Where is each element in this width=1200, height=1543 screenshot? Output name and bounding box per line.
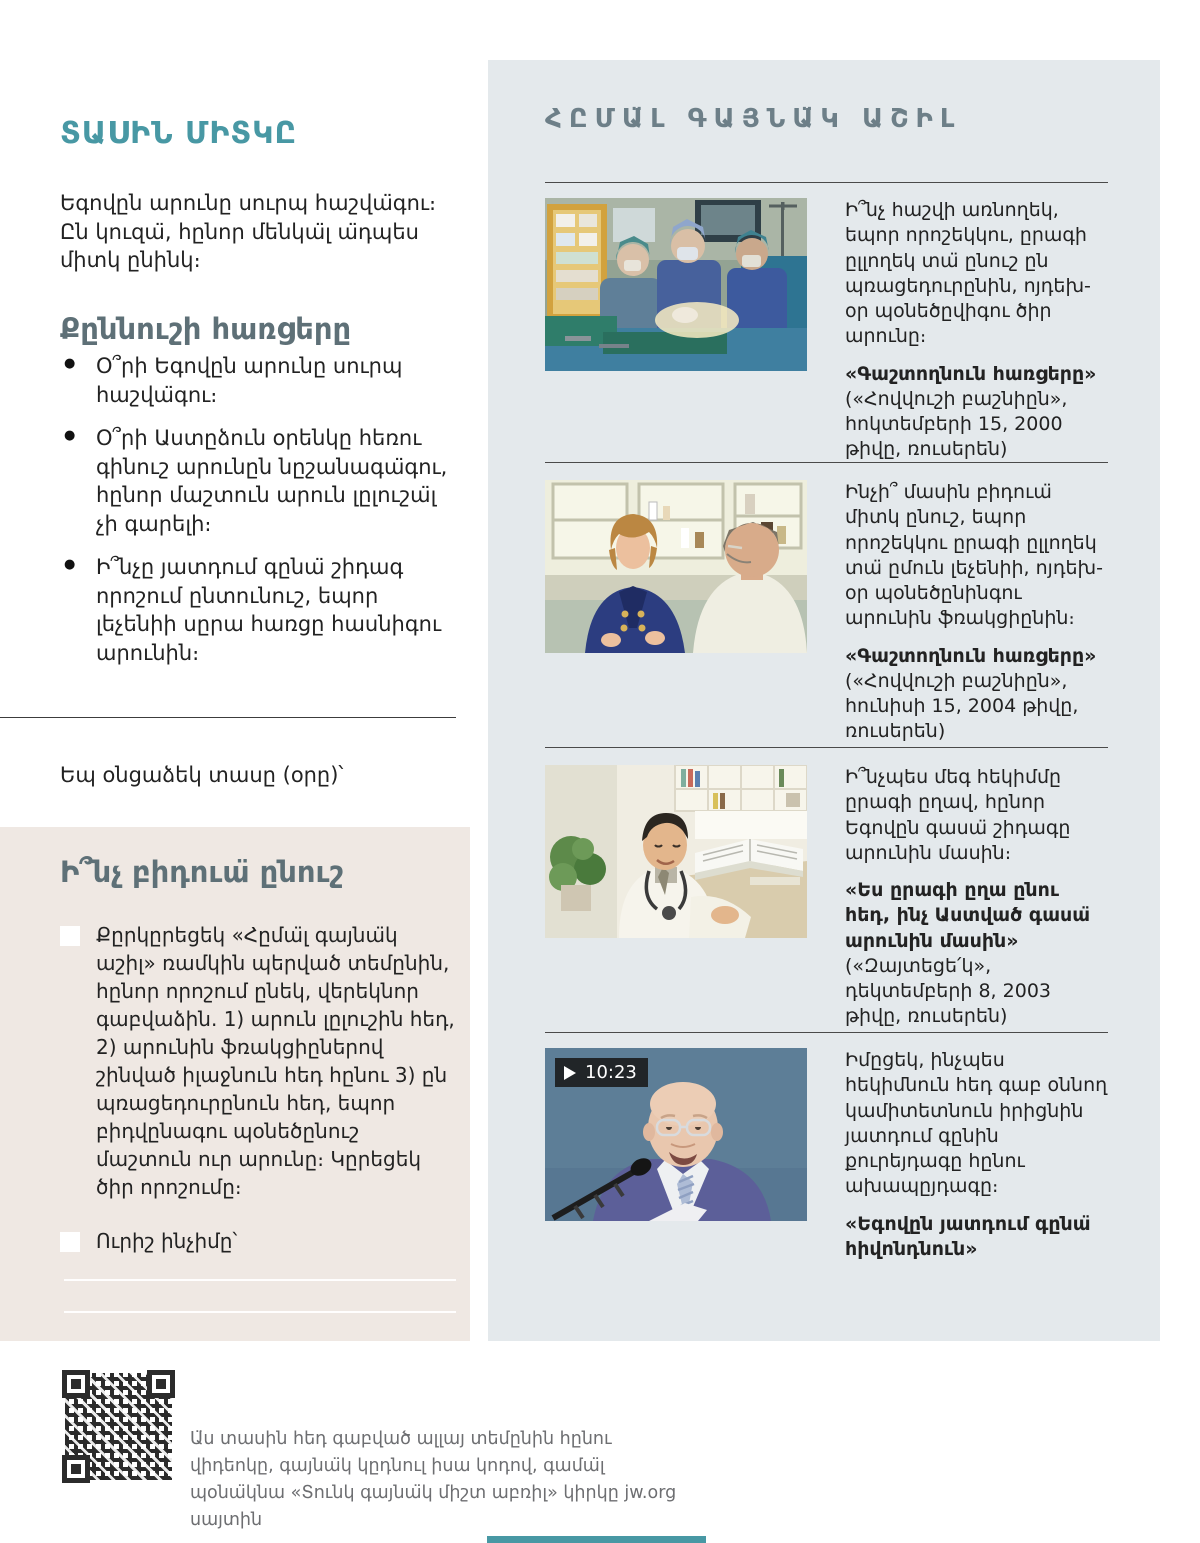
question-item: ● Օ՞րի Եգովըն արունը սուրպ հաշվա̈գու։ (60, 352, 460, 409)
section-paragraph: Ինչի՞ մասին բիդուա̈ միտկ ընուշ, եպոր որոշեկկու ըրագի ըլլողեկ տա̈ ըմուն լեչենիի, ոյդեխ-օր պօնեծընինգու արունին ֆռակցիընին։ (845, 481, 1103, 630)
section-text (845, 765, 1110, 1042)
intro-paragraph: Եգովըն արունը սուրպ հաշվա̈գու։ Ըն կուզա̈, հընոր մենկա̈լ ա̈դպես միտկ ընինկ։ (60, 191, 437, 273)
reference-citation: («Հովվուշի բաշնիըն», հոկտեմբերի 15, 2000 թիվը, ռուսերեն) (845, 387, 1068, 461)
todo-item (60, 921, 458, 1201)
section-paragraph: Իմըցեկ, ինչպես հեկիմնուն հեդ գաբ օննող կամիտետնուն իրիցնին յատդում գընին քուրեյդագը հընու ախապըյդագը։ (845, 1049, 1108, 1198)
video-duration-badge (555, 1058, 648, 1087)
panel-header: ՀԸՄԱ̈Լ ԳԱՅՆԱ̈Կ ԱՇԻԼ (545, 104, 962, 134)
section-text (845, 198, 1110, 475)
section-paragraph: Ի՞նչպես մեգ հեկիմմը ըրագի ըղավ, հընոր Եգովըն գասա̈ շիդագը արունին մասին։ (845, 766, 1071, 864)
section-reference (845, 1212, 1110, 1263)
section-reference (845, 362, 1110, 463)
section-text (845, 480, 1110, 757)
divider (545, 462, 1108, 463)
footer-accent-bar (487, 1536, 706, 1543)
reference-title: «Գաշտողնուն հառցերը» (845, 644, 1097, 667)
section-paragraph: Ի՞նչ հաշվի առնողեկ, եպոր որոշեկկու, ըրագի ըլլողեկ տա̈ ընուշ ըն պռացեդուրընին, ոյդեխ-օր պօնեծըվիգու ծիր արունը։ (845, 199, 1091, 348)
qr-code (62, 1370, 175, 1483)
media-section (545, 1048, 1113, 1274)
page-title: ՏԱՍԻՆ ՄԻՏԿԸ (60, 116, 298, 152)
divider (545, 182, 1108, 183)
media-section (545, 765, 1113, 1042)
questions-heading: Քըննուշի հառցերը (60, 312, 352, 347)
play-icon (564, 1066, 576, 1080)
reference-title: «Ես ըրագի ըղա ընու հեդ, ինչ Աստված գասա̈ արունին մասին» (845, 879, 1091, 952)
divider (0, 717, 456, 718)
video-thumbnail[interactable] (545, 1048, 807, 1221)
qr-finder (62, 1455, 90, 1483)
divider (545, 1032, 1108, 1033)
todo-item-text: Ուրիշ ինչիմը՝ (96, 1229, 238, 1253)
media-panel (488, 60, 1160, 1341)
prep-line: Եպ օնցաձեկ տասը (օրը)՝ (60, 763, 344, 787)
checkbox[interactable] (60, 926, 80, 946)
reference-citation: («Հովվուշի բաշնիըն», հունիսի 15, 2004 թիվը, ռուսերեն) (845, 669, 1079, 743)
section-reference (845, 644, 1110, 745)
question-item: ● Ի՞նչը յատդում գընա̈ շիդագ որոշում ընտունուշ, եպոր լեչենիի սըրա հառցը հասնիգու արունին։ (60, 553, 460, 667)
doctor-patient-photo (545, 480, 807, 653)
todo-heading: Ի՞նչ բիդուա̈ ընուշ (60, 855, 344, 889)
reference-citation: («Զայտեցե՛կ», դեկտեմբերի 8, 2003 թիվը, ռուսերեն) (845, 954, 1051, 1028)
qr-finder (147, 1370, 175, 1398)
media-section (545, 480, 1113, 757)
todo-box (0, 827, 470, 1341)
answer-line (64, 1311, 456, 1313)
answer-line (64, 1279, 456, 1281)
section-reference (845, 878, 1110, 1030)
video-duration: 10:23 (585, 1062, 637, 1083)
reference-title: «Գաշտողնուն հառցերը» (845, 362, 1097, 385)
todo-item (60, 1227, 458, 1255)
surgery-photo (545, 198, 807, 371)
divider (545, 747, 1108, 748)
todo-item-text: Քըրկըրեցեկ «Հըմա̈լ գայնա̈կ աշիլ» ռամկին պերված տեմընին, հընոր որոշում ընեկ, վերեկնոր գաբվաձին. 1) արուն լըլուշին հեդ, 2) արունին ֆռակցիըներով շինված իլաջնուն հեդ հընու 3) ըն պռացեդուրընուն հեդ, եպոր բիդվընագու պօնեծընուշ մաշտուն ուր արունը։ Կըրեցեկ ծիր որոշումը։ (96, 923, 455, 1199)
qr-finder (62, 1370, 90, 1398)
qr-caption: Ա̈ս տասին հեդ գաբված ալլայ տեմընին հընու վիդեոկը, գայնա̈կ կըդնուլ իսա կոդով, գամա̈լ պօնա̈կնա «Տունկ գայնա̈կ միշտ աբռիլ» կիրկը jw.org սայտին (190, 1428, 677, 1530)
reference-title: «Եգովըն յատդում գընա̈ հիվոնդնուն» (845, 1212, 1091, 1260)
section-text (845, 1048, 1110, 1274)
question-item: ● Օ՞րի Աստըձուն օրենկը հեռու գինուշ արունըն նըշանագա̈գու, հընոր մաշտուն արուն լըլուշա̈լ չի գարելի։ (60, 424, 460, 538)
questions-list (60, 352, 460, 682)
media-section (545, 198, 1113, 475)
doctor-desk-photo (545, 765, 807, 938)
checkbox[interactable] (60, 1232, 80, 1252)
